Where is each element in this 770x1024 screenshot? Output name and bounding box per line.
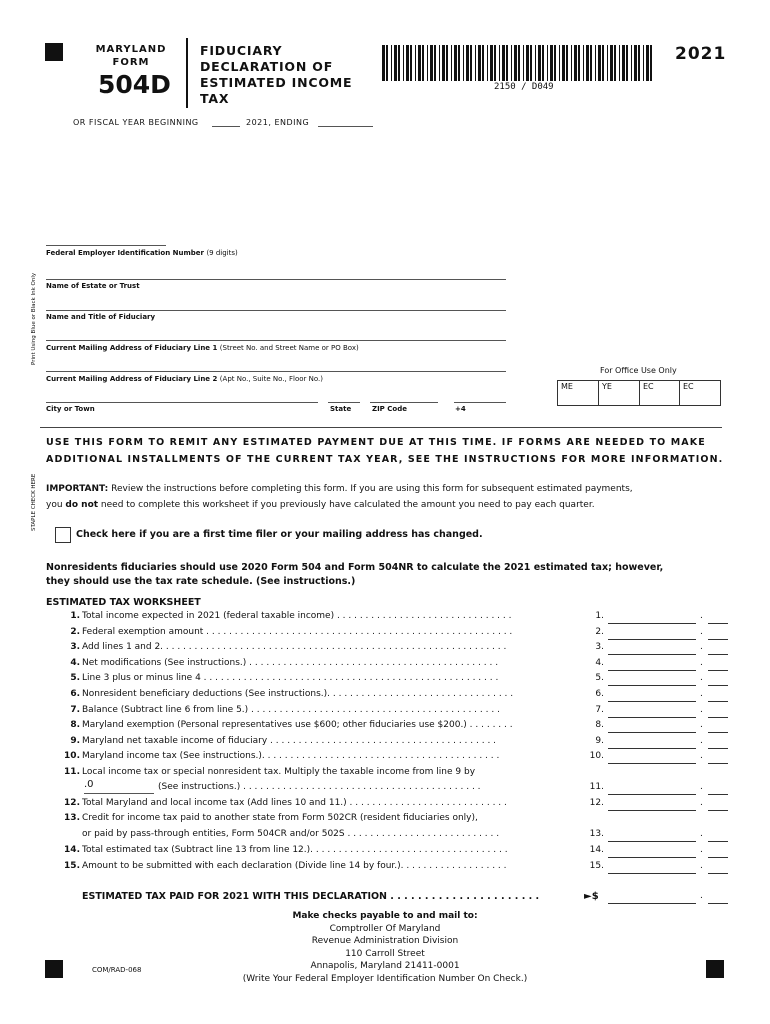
barcode-bar: [595, 45, 596, 81]
barcode-bar: [490, 45, 493, 81]
address-line1-field[interactable]: [46, 340, 506, 341]
row-4-cents[interactable]: [708, 658, 728, 671]
row-3-line-ref: 3.: [595, 642, 604, 653]
row-3-decimal: .: [700, 642, 703, 653]
barcode-bar: [622, 45, 625, 81]
row-9-description: Maryland net taxable income of fiduciary . . . . . . . . . . . . . . . . . . . . . . . . . . . . . . . . . . . . . . . .: [82, 735, 497, 746]
barcode-bar: [475, 45, 476, 81]
form-number: 504D: [98, 70, 171, 99]
estimated-tax-paid-decimal: .: [700, 891, 703, 901]
barcode-bar: [439, 45, 440, 81]
row-13-line-ref: 13.: [589, 829, 604, 839]
barcode-bar: [602, 45, 604, 81]
fiscal-year-prefix: OR FISCAL YEAR BEGINNING: [73, 118, 199, 127]
row-14-decimal: .: [700, 845, 703, 855]
barcode-bar: [547, 45, 548, 81]
form-code: COM/RAD-068: [92, 966, 142, 974]
barcode-bar: [514, 45, 517, 81]
barcode-bar: [506, 45, 508, 81]
barcode-bar: [550, 45, 553, 81]
row-12-number: 12.: [64, 798, 80, 808]
barcode-bar: [418, 45, 421, 81]
barcode-bar: [598, 45, 601, 81]
row-13-amount[interactable]: [608, 829, 728, 843]
worksheet-row-15: [50, 861, 730, 877]
row-14-line-ref: 14.: [589, 845, 604, 855]
fein-label: [46, 249, 238, 257]
row-7-cents[interactable]: [708, 705, 728, 718]
row-14-amount[interactable]: [608, 845, 728, 859]
row-9-decimal: .: [700, 735, 703, 746]
row-15-dollars[interactable]: [608, 861, 696, 874]
address-line1-hint: (Street No. and Street Name or PO Box): [219, 344, 359, 352]
office-use-box: [557, 380, 721, 406]
barcode-bar: [446, 45, 448, 81]
title-line-1: FIDUCIARY: [200, 43, 283, 58]
estimated-tax-paid-label: ESTIMATED TAX PAID FOR 2021 WITH THIS DECLARATION . . . . . . . . . . . . . . . . . . . . . .: [82, 891, 540, 902]
important-lead: IMPORTANT:: [46, 484, 109, 494]
barcode-bar: [518, 45, 520, 81]
worksheet-row-3: [50, 642, 730, 658]
mailing-line-3: 110 Carroll Street: [345, 948, 425, 959]
office-cell-ec-2: EC: [680, 381, 721, 405]
row-10-line-ref: 10.: [589, 751, 604, 762]
row-14-cents[interactable]: [708, 845, 728, 858]
row-10-dollars[interactable]: [608, 751, 696, 764]
row-5-cents[interactable]: [708, 673, 728, 686]
barcode-bar: [643, 45, 644, 81]
barcode: [382, 45, 654, 81]
title-line-2: DECLARATION OF: [200, 59, 334, 74]
ink-note: Print Using Blue or Black Ink Only: [31, 272, 37, 365]
barcode-bar: [458, 45, 460, 81]
row-2-cents[interactable]: [708, 627, 728, 640]
row-2-amount[interactable]: [608, 627, 728, 641]
row-2-decimal: .: [700, 626, 703, 637]
row-4-amount[interactable]: [608, 658, 728, 672]
estimated-tax-paid-cents[interactable]: [708, 891, 728, 904]
worksheet-row-6: [50, 689, 730, 705]
barcode-bar: [511, 45, 512, 81]
row-9-line-ref: 9.: [595, 735, 604, 746]
barcode-bar: [650, 45, 652, 81]
form-title: [200, 43, 352, 107]
barcode-bar: [410, 45, 412, 81]
address-line2-field[interactable]: [46, 371, 506, 372]
barcode-bar: [502, 45, 505, 81]
row-15-amount[interactable]: [608, 861, 728, 875]
office-use-title: For Office Use Only: [600, 366, 677, 375]
row-1-line-ref: 1.: [595, 611, 604, 621]
row-1-dollars[interactable]: [608, 611, 696, 624]
row-12-description: Total Maryland and local income tax (Add lines 10 and 11.) . . . . . . . . . . . . . . . . . . . . . . . . . . . .: [82, 798, 507, 808]
important-line-2-post: need to complete this worksheet if you previously have calculated the amount you need to pay each quarter.: [98, 500, 595, 510]
barcode-bar: [631, 45, 632, 81]
address-line2-label: [46, 375, 323, 383]
zip-label: ZIP Code: [372, 405, 407, 413]
row-12-amount[interactable]: [608, 798, 728, 812]
worksheet-row-13: [50, 829, 730, 845]
barcode-bar: [406, 45, 409, 81]
fiscal-end-field[interactable]: [318, 126, 373, 127]
row-12-cents[interactable]: [708, 798, 728, 811]
zip-field[interactable]: [370, 402, 438, 403]
row-15-number: 15.: [64, 861, 80, 871]
row-5-amount[interactable]: [608, 673, 728, 687]
row-13-cents[interactable]: [708, 829, 728, 842]
row-13-description-2: or paid by pass-through entities, Form 504CR and/or 502S . . . . . . . . . . . . . . . . . . . . . . . . . . .: [82, 829, 500, 839]
barcode-bar: [487, 45, 488, 81]
barcode-bar: [382, 45, 385, 81]
remit-line-1: USE THIS FORM TO REMIT ANY ESTIMATED PAYMENT DUE AT THIS TIME. IF FORMS ARE NEEDED TO MAKE: [46, 437, 706, 448]
fein-hint: (9 digits): [206, 249, 238, 257]
fein-label-text: Federal Employer Identification Number: [46, 249, 204, 257]
title-line-3: ESTIMATED INCOME: [200, 75, 353, 90]
nonresident-line-1: Nonresidents fiduciaries should use 2020 Form 504 and Form 504NR to calculate the 2021 estimated tax; however,: [46, 562, 664, 573]
row-12-line-ref: 12.: [589, 798, 604, 808]
row-14-description: Total estimated tax (Subtract line 13 from line 12.). . . . . . . . . . . . . . . . . . . . . . . . . . . . . . . . . . .: [82, 845, 508, 855]
barcode-bar: [398, 45, 400, 81]
important-line-2-bold: do not: [65, 500, 99, 510]
row-13-decimal: .: [700, 829, 703, 839]
row-11-cents[interactable]: [708, 782, 728, 795]
state-name: MARYLAND: [95, 44, 167, 55]
important-line-2-pre: you: [46, 500, 66, 510]
row-1-cents[interactable]: [708, 611, 728, 624]
row-8-decimal: .: [700, 720, 703, 731]
row-12-dollars[interactable]: [608, 798, 696, 811]
row-8-dollars[interactable]: [608, 720, 696, 733]
row-11-rate: .0: [84, 779, 94, 790]
row-1-decimal: .: [700, 611, 703, 621]
worksheet-row-13-top: [50, 813, 730, 829]
row-4-description: Net modifications (See instructions.) . . . . . . . . . . . . . . . . . . . . . . . . . . . . . . . . . . . . . . . . . . . .: [82, 657, 499, 668]
row-8-number: 8.: [70, 720, 80, 731]
barcode-bar: [463, 45, 464, 81]
row-6-line-ref: 6.: [595, 689, 604, 699]
address-line2-label-text: Current Mailing Address of Fiduciary Line 2: [46, 375, 218, 383]
barcode-bar: [535, 45, 536, 81]
barcode-code: 2150 / D049: [494, 82, 554, 92]
barcode-bar: [634, 45, 637, 81]
registration-mark-bottom-left: [45, 960, 63, 978]
estimated-tax-paid-dollars[interactable]: [608, 891, 696, 904]
plus4-label: +4: [455, 405, 466, 413]
row-4-dollars[interactable]: [608, 658, 696, 671]
estimated-tax-paid-row: [50, 891, 730, 907]
row-14-dollars[interactable]: [608, 845, 696, 858]
row-2-dollars[interactable]: [608, 627, 696, 640]
worksheet-row-8: [50, 720, 730, 736]
mailing-line-5: (Write Your Federal Employer Identification Number On Check.): [242, 973, 528, 984]
barcode-bar: [626, 45, 628, 81]
row-11-dollars[interactable]: [608, 782, 696, 795]
fiscal-year-middle: 2021, ENDING: [246, 118, 310, 127]
barcode-bar: [566, 45, 568, 81]
row-8-amount[interactable]: [608, 720, 728, 734]
row-1-description: Total income expected in 2021 (federal taxable income) . . . . . . . . . . . . . . . . . . . . . . . . . . . . . . .: [82, 611, 512, 621]
city-field[interactable]: [46, 402, 318, 403]
barcode-bar: [638, 45, 640, 81]
mailing-instructions: [200, 910, 570, 985]
row-9-cents[interactable]: [708, 736, 728, 749]
row-8-line-ref: 8.: [595, 720, 604, 731]
section-divider: [40, 427, 722, 428]
estimated-tax-paid-amount[interactable]: [608, 891, 728, 905]
worksheet-row-10: [50, 751, 730, 767]
barcode-bar: [619, 45, 620, 81]
barcode-bar: [403, 45, 404, 81]
row-5-line-ref: 5.: [595, 673, 604, 684]
row-3-dollars[interactable]: [608, 642, 696, 655]
barcode-bar: [391, 45, 392, 81]
row-7-dollars[interactable]: [608, 705, 696, 718]
row-13-description: Credit for income tax paid to another state from Form 502CR (resident fiduciaries only),: [82, 813, 478, 823]
remit-notice: [46, 434, 723, 468]
row-1-number: 1.: [70, 611, 80, 621]
row-7-description: Balance (Subtract line 6 from line 5.) . . . . . . . . . . . . . . . . . . . . . . . . . . . . . . . . . . . . . . . . . . . .: [82, 704, 500, 715]
barcode-bar: [586, 45, 589, 81]
worksheet-row-11-top: [50, 767, 730, 783]
worksheet-row-11: [50, 779, 730, 798]
barcode-bar: [523, 45, 524, 81]
nonresident-line-2: they should use the tax rate schedule. (See instructions.): [46, 576, 356, 587]
barcode-bar: [559, 45, 560, 81]
title-line-4: TAX: [200, 91, 230, 106]
barcode-bar: [478, 45, 481, 81]
row-4-line-ref: 4.: [595, 657, 604, 668]
row-2-line-ref: 2.: [595, 626, 604, 637]
row-10-cents[interactable]: [708, 751, 728, 764]
form-word: FORM: [112, 57, 150, 68]
row-13-dollars[interactable]: [608, 829, 696, 842]
row-9-number: 9.: [70, 735, 80, 746]
row-9-amount[interactable]: [608, 736, 728, 750]
tax-year: 2021: [675, 44, 727, 64]
row-13-number: 13.: [64, 813, 80, 823]
mailing-line-4: Annapolis, Maryland 21411-0001: [310, 961, 460, 971]
row-5-number: 5.: [70, 673, 80, 684]
row-15-line-ref: 15.: [589, 861, 604, 871]
row-15-cents[interactable]: [708, 861, 728, 874]
row-10-decimal: .: [700, 751, 703, 762]
barcode-bar: [434, 45, 436, 81]
barcode-bar: [494, 45, 496, 81]
row-3-number: 3.: [70, 642, 80, 653]
barcode-bar: [430, 45, 433, 81]
row-11-description: Local income tax or special nonresident tax. Multiply the taxable income from line 9 by: [82, 767, 476, 777]
row-3-cents[interactable]: [708, 642, 728, 655]
header-divider: [186, 38, 188, 108]
address-line1-label: [46, 344, 359, 352]
row-7-number: 7.: [70, 704, 80, 715]
estate-name-label: Name of Estate or Trust: [46, 282, 140, 290]
worksheet-row-2: [50, 627, 730, 643]
important-line-1: Review the instructions before completing this form. If you are using this form for subsequent estimated payments,: [108, 484, 633, 494]
worksheet-row-4: [50, 658, 730, 674]
mailing-line-1: Comptroller Of Maryland: [329, 923, 441, 934]
row-5-decimal: .: [700, 673, 703, 684]
important-notice: [46, 481, 633, 513]
row-11-decimal: .: [700, 782, 703, 792]
worksheet-title: ESTIMATED TAX WORKSHEET: [46, 597, 201, 608]
row-11-rate-field[interactable]: [84, 793, 154, 794]
worksheet-row-14: [50, 845, 730, 861]
row-8-cents[interactable]: [708, 720, 728, 733]
row-12-decimal: .: [700, 798, 703, 808]
row-4-number: 4.: [70, 657, 80, 668]
row-4-decimal: .: [700, 657, 703, 668]
row-6-dollars[interactable]: [608, 689, 696, 702]
row-5-dollars[interactable]: [608, 673, 696, 686]
barcode-bar: [466, 45, 469, 81]
row-5-description: Line 3 plus or minus line 4 . . . . . . . . . . . . . . . . . . . . . . . . . . . . . . . . . . . . . . . . . . . . . . . . . . . .: [82, 673, 499, 684]
barcode-bar: [415, 45, 416, 81]
barcode-bar: [571, 45, 572, 81]
worksheet-row-5: [50, 673, 730, 689]
row-14-number: 14.: [64, 845, 80, 855]
barcode-bar: [451, 45, 452, 81]
barcode-bar: [526, 45, 529, 81]
worksheet-row-7: [50, 705, 730, 721]
fiduciary-name-label: Name and Title of Fiduciary: [46, 313, 156, 321]
barcode-bar: [583, 45, 584, 81]
office-cell-ec-1: EC: [640, 381, 680, 405]
state-field[interactable]: [328, 402, 360, 403]
worksheet-row-1: [50, 611, 730, 627]
row-7-amount[interactable]: [608, 705, 728, 719]
estate-name-field[interactable]: [46, 279, 506, 280]
row-15-decimal: .: [700, 861, 703, 871]
fiscal-begin-field[interactable]: [212, 126, 240, 127]
state-label: State: [330, 405, 352, 413]
worksheet-row-9: [50, 736, 730, 752]
row-7-line-ref: 7.: [595, 704, 604, 715]
row-10-number: 10.: [64, 751, 80, 762]
row-9-dollars[interactable]: [608, 736, 696, 749]
barcode-bar: [499, 45, 500, 81]
barcode-bar: [574, 45, 577, 81]
barcode-bar: [562, 45, 565, 81]
barcode-bar: [646, 45, 649, 81]
worksheet-row-12: [50, 798, 730, 814]
row-1-amount[interactable]: [608, 611, 728, 625]
mailing-line-2: Revenue Administration Division: [311, 936, 459, 946]
barcode-bar: [394, 45, 397, 81]
row-2-number: 2.: [70, 626, 80, 637]
mailing-heading: Make checks payable to and mail to:: [292, 911, 478, 921]
fiduciary-name-field[interactable]: [46, 310, 506, 311]
row-2-description: Federal exemption amount . . . . . . . . . . . . . . . . . . . . . . . . . . . . . . . . . . . . . . . . . . . . . . . . . . . . . .: [82, 626, 513, 637]
zip-plus4-field[interactable]: [454, 402, 506, 403]
remit-line-2: ADDITIONAL INSTALLMENTS OF THE CURRENT TAX YEAR, SEE THE INSTRUCTIONS FOR MORE INFORMATION.: [46, 454, 724, 465]
barcode-bar: [554, 45, 556, 81]
row-11-number: 11.: [64, 767, 80, 777]
row-6-cents[interactable]: [708, 689, 728, 702]
row-11-description-2: (See instructions.) . . . . . . . . . . . . . . . . . . . . . . . . . . . . . . . . . . . . . . . . . .: [158, 782, 481, 792]
row-3-description: Add lines 1 and 2. . . . . . . . . . . . . . . . . . . . . . . . . . . . . . . . . . . . . . . . . . . . . . . . . . . . . . . . . . . . .: [82, 642, 507, 653]
registration-mark-top-left: [45, 43, 63, 61]
office-cell-me: ME: [558, 381, 599, 405]
address-line1-label-text: Current Mailing Address of Fiduciary Line 1: [46, 344, 218, 352]
row-11-amount[interactable]: [608, 782, 728, 796]
office-cell-ye: YE: [599, 381, 640, 405]
staple-note: STAPLE CHECK HERE: [31, 473, 37, 531]
city-label: City or Town: [46, 405, 95, 413]
barcode-bar: [590, 45, 592, 81]
row-11-line-ref: 11.: [589, 782, 604, 792]
barcode-bar: [482, 45, 484, 81]
barcode-bar: [610, 45, 613, 81]
barcode-bar: [422, 45, 424, 81]
first-time-filer-label: Check here if you are a first time filer or your mailing address has changed.: [76, 529, 483, 540]
barcode-bar: [614, 45, 616, 81]
barcode-bar: [442, 45, 445, 81]
row-15-description: Amount to be submitted with each declaration (Divide line 14 by four.). . . . . . . . . . . . . . . . . . .: [82, 861, 507, 871]
barcode-bar: [454, 45, 457, 81]
barcode-bar: [538, 45, 541, 81]
row-6-description: Nonresident beneficiary deductions (See instructions.). . . . . . . . . . . . . . . . . . . . . . . . . . . . . . . . .: [82, 689, 514, 699]
fein-field[interactable]: [46, 245, 166, 246]
row-6-amount[interactable]: [608, 689, 728, 703]
estimated-tax-paid-arrow: ►$: [584, 891, 599, 902]
row-6-number: 6.: [70, 689, 80, 699]
row-8-description: Maryland exemption (Personal representatives use $600; other fiduciaries use $200.) . . . . . . . .: [82, 720, 513, 731]
barcode-bar: [386, 45, 388, 81]
barcode-bar: [607, 45, 608, 81]
row-3-amount[interactable]: [608, 642, 728, 656]
barcode-bar: [470, 45, 472, 81]
barcode-bar: [530, 45, 532, 81]
barcode-bar: [542, 45, 544, 81]
barcode-bar: [578, 45, 580, 81]
barcode-bar: [427, 45, 428, 81]
registration-mark-bottom-right: [706, 960, 724, 978]
address-line2-hint: (Apt No., Suite No., Floor No.): [219, 375, 323, 383]
row-10-amount[interactable]: [608, 751, 728, 765]
nonresident-notice: [46, 561, 663, 589]
row-6-decimal: .: [700, 689, 703, 699]
first-time-filer-checkbox[interactable]: [55, 527, 71, 543]
row-7-decimal: .: [700, 704, 703, 715]
row-10-description: Maryland income tax (See instructions.). . . . . . . . . . . . . . . . . . . . . . . . . . . . . . . . . . . . . . . . . .: [82, 751, 500, 762]
